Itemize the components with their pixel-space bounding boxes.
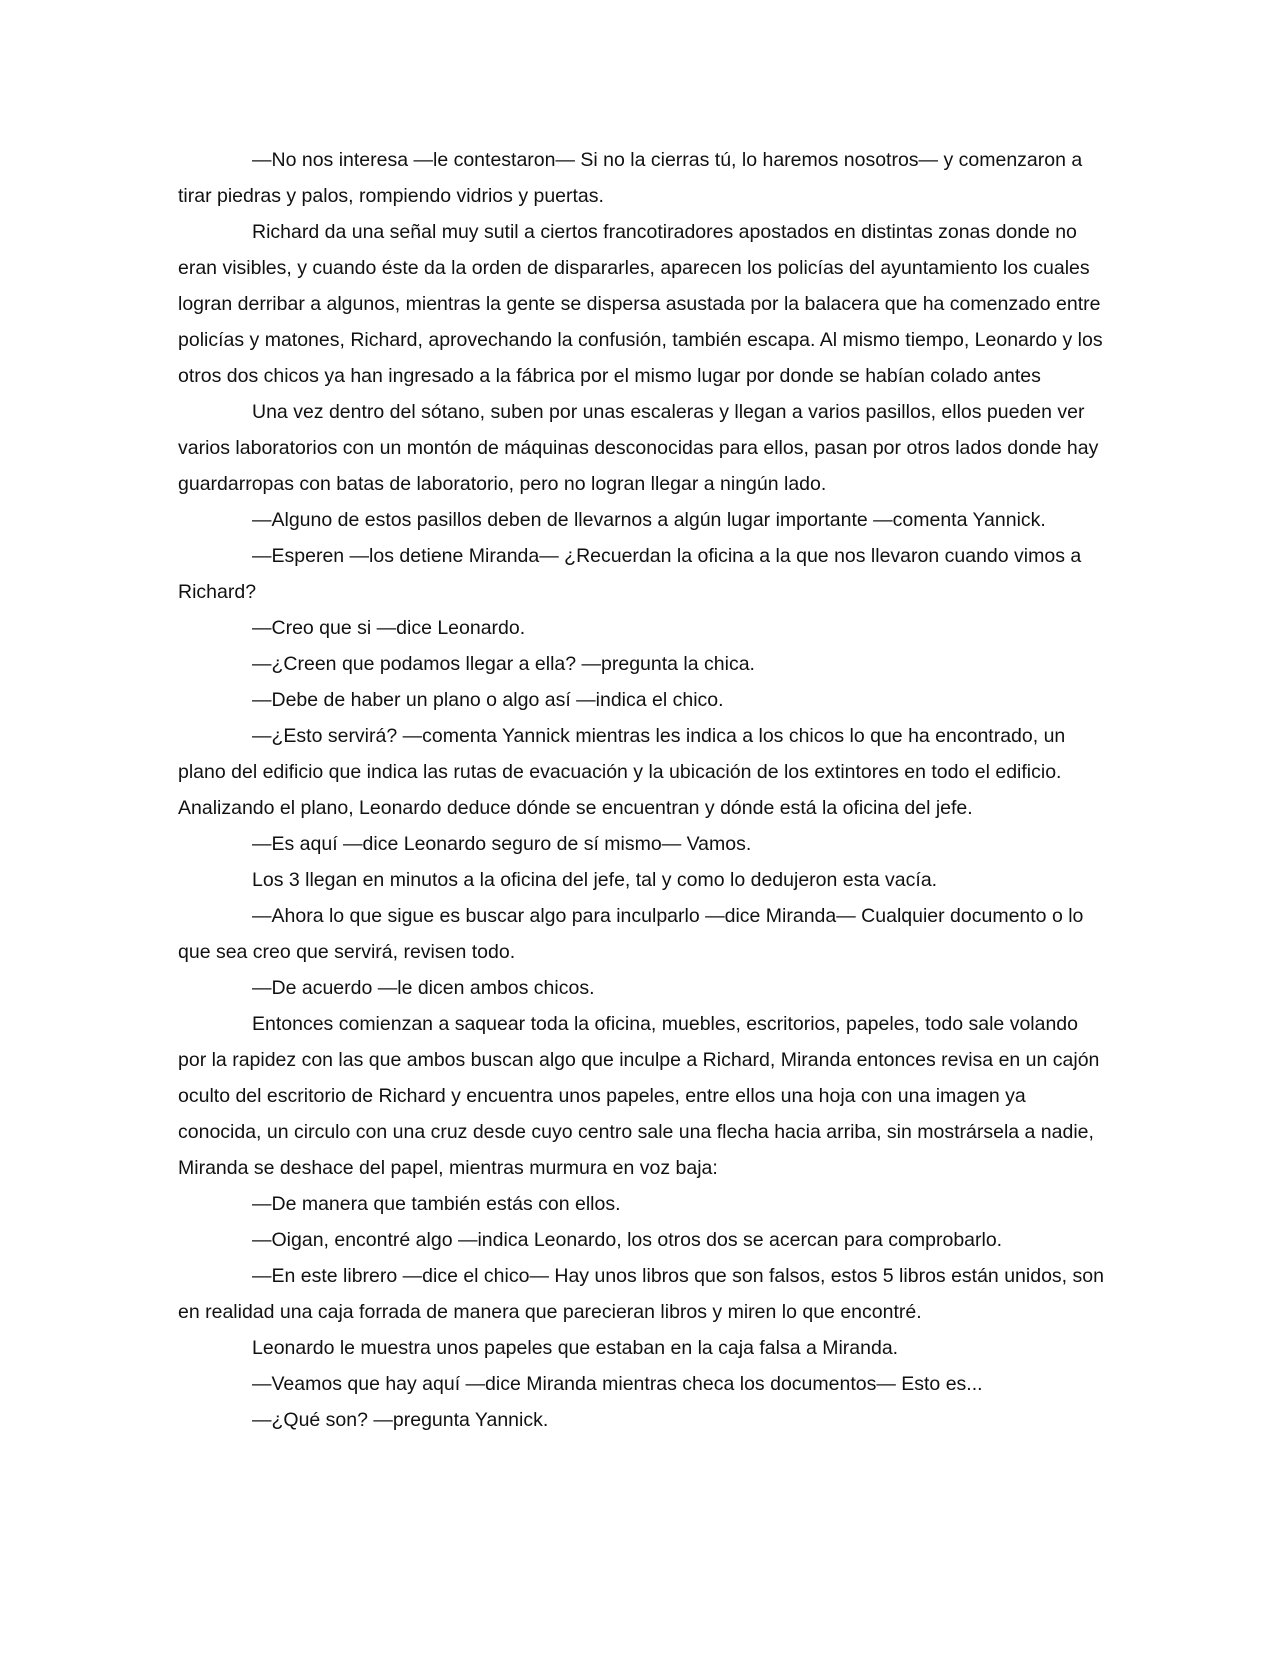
- paragraph: ―¿Qué son? ―pregunta Yannick.: [252, 1409, 549, 1431]
- document-body: [178, 142, 1108, 1438]
- paragraph: ―De acuerdo ―le dicen ambos chicos.: [252, 977, 595, 999]
- paragraph: ―Veamos que hay aquí ―dice Miranda mientras checa los documentos― Esto es...: [252, 1373, 983, 1395]
- paragraph: ―¿Creen que podamos llegar a ella? ―pregunta la chica.: [252, 653, 755, 675]
- paragraph: ―Alguno de estos pasillos deben de llevarnos a algún lugar importante ―comenta Yannick.: [252, 509, 1046, 531]
- paragraph: Una vez dentro del sótano, suben por unas escaleras y llegan a varios pasillos, ellos pueden ver varios laboratorios con un montón de máquinas desconocidas para ellos, pasan por otros lados donde hay guardarropas con batas de laboratorio, pero no logran llegar a ningún lado.: [178, 401, 1099, 495]
- paragraph: ―No nos interesa ―le contestaron― Si no la cierras tú, lo haremos nosotros― y comenzaron a tirar piedras y palos, rompiendo vidrios y puertas.: [178, 149, 1083, 207]
- paragraph: ―Ahora lo que sigue es buscar algo para inculparlo ―dice Miranda― Cualquier documento o lo que sea creo que servirá, revisen todo.: [178, 905, 1084, 963]
- paragraph: Leonardo le muestra unos papeles que estaban en la caja falsa a Miranda.: [252, 1337, 899, 1359]
- paragraph: ―De manera que también estás con ellos.: [252, 1193, 621, 1215]
- paragraph: Entonces comienzan a saquear toda la oficina, muebles, escritorios, papeles, todo sale volando por la rapidez con las que ambos buscan algo que inculpe a Richard, Miranda entonces revisa en un cajón oculto del escritorio de Richard y encuentra unos papeles, entre ellos una hoja con una imagen ya conocida, un circulo con una cruz desde cuyo centro sale una flecha hacia arriba, sin mostrársela a nadie, Miranda se deshace del papel, mientras murmura en voz baja:: [178, 1013, 1100, 1179]
- paragraph: Richard da una señal muy sutil a ciertos francotiradores apostados en distintas zonas donde no eran visibles, y cuando éste da la orden de dispararles, aparecen los policías del ayuntamiento los cuales logran derribar a algunos, mientras la gente se dispersa asustada por la balacera que ha comenzado entre policías y matones, Richard, aprovechando la confusión, también escapa. Al mismo tiempo, Leonardo y los otros dos chicos ya han ingresado a la fábrica por el mismo lugar por donde se habían colado antes: [178, 221, 1103, 387]
- paragraph: ―Esperen ―los detiene Miranda― ¿Recuerdan la oficina a la que nos llevaron cuando vimos a Richard?: [178, 545, 1082, 603]
- paragraph: ―En este librero ―dice el chico― Hay unos libros que son falsos, estos 5 libros están unidos, son en realidad una caja forrada de manera que parecieran libros y miren lo que encontré.: [178, 1265, 1104, 1323]
- paragraph: ―Debe de haber un plano o algo así ―indica el chico.: [252, 689, 724, 711]
- paragraph: ―¿Esto servirá? ―comenta Yannick mientras les indica a los chicos lo que ha encontrado, un plano del edificio que indica las rutas de evacuación y la ubicación de los extintores en todo el edificio. Analizando el plano, Leonardo deduce dónde se encuentran y dónde está la oficina del jefe.: [178, 725, 1066, 819]
- paragraph: ―Oigan, encontré algo ―indica Leonardo, los otros dos se acercan para comprobarlo.: [252, 1229, 1003, 1251]
- paragraph: ―Creo que si ―dice Leonardo.: [252, 617, 526, 639]
- paragraph: Los 3 llegan en minutos a la oficina del jefe, tal y como lo dedujeron esta vacía.: [252, 869, 938, 891]
- paragraph: ―Es aquí ―dice Leonardo seguro de sí mismo― Vamos.: [252, 833, 752, 855]
